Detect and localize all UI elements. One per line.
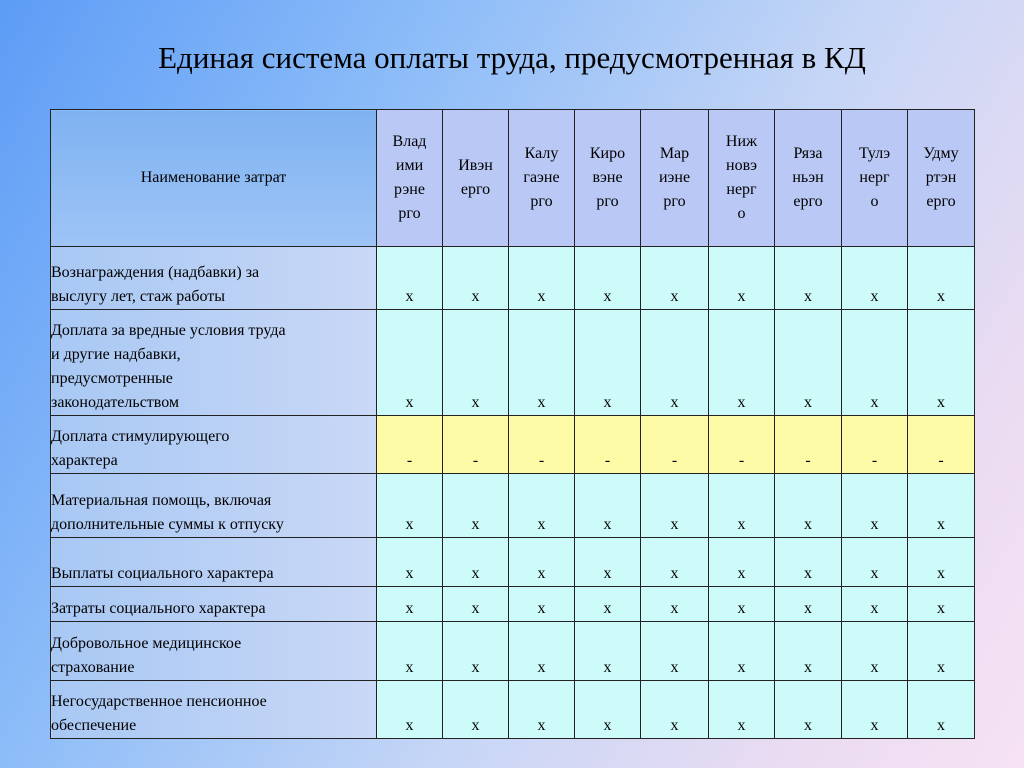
table-cell: х xyxy=(641,538,709,587)
table-cell: х xyxy=(443,681,509,739)
table-cell: - xyxy=(575,416,641,474)
table-cell: х xyxy=(908,538,975,587)
column-header-tulenergo: Тулэ нерг о xyxy=(842,110,908,247)
table-cell: - xyxy=(709,416,775,474)
table-cell: х xyxy=(775,681,842,739)
table-row xyxy=(51,622,975,681)
table-cell: х xyxy=(641,681,709,739)
table-cell: х xyxy=(842,247,908,310)
table-cell: х xyxy=(575,310,641,416)
table-cell: х xyxy=(775,622,842,681)
table-cell: х xyxy=(709,587,775,622)
header-row xyxy=(51,110,975,247)
table-cell: х xyxy=(709,310,775,416)
table-cell: х xyxy=(709,538,775,587)
table-cell: х xyxy=(443,247,509,310)
table-cell: х xyxy=(908,587,975,622)
table-cell: х xyxy=(641,247,709,310)
row-label: Затраты социального характера xyxy=(51,587,377,622)
table-cell: х xyxy=(775,474,842,538)
table-cell: х xyxy=(709,681,775,739)
table-cell: - xyxy=(908,416,975,474)
table-cell: х xyxy=(509,474,575,538)
table-cell: - xyxy=(641,416,709,474)
column-header-vladimirenergo: Влад ими рэне рго xyxy=(377,110,443,247)
table-cell: х xyxy=(377,681,443,739)
table-cell: - xyxy=(509,416,575,474)
table-cell: х xyxy=(377,310,443,416)
table-cell: х xyxy=(575,587,641,622)
table-row xyxy=(51,587,975,622)
table-cell: х xyxy=(377,474,443,538)
table-cell: х xyxy=(709,622,775,681)
table-cell: х xyxy=(575,247,641,310)
table-cell: х xyxy=(509,681,575,739)
table-cell: - xyxy=(377,416,443,474)
table-row xyxy=(51,538,975,587)
column-header-ivenergo: Ивэн ерго xyxy=(443,110,509,247)
table-row xyxy=(51,474,975,538)
table-cell: х xyxy=(908,622,975,681)
table-cell: х xyxy=(509,622,575,681)
table-cell: х xyxy=(443,587,509,622)
row-label: Негосударственное пенсионное обеспечение xyxy=(51,681,377,739)
table-row xyxy=(51,310,975,416)
table-cell: - xyxy=(842,416,908,474)
table-cell: х xyxy=(377,538,443,587)
table-cell: х xyxy=(641,622,709,681)
table-cell: х xyxy=(775,310,842,416)
table-cell: х xyxy=(377,622,443,681)
table-cell: х xyxy=(908,247,975,310)
table-cell: х xyxy=(908,310,975,416)
column-header-kalugaenergo: Калу гаэне рго xyxy=(509,110,575,247)
table-cell: х xyxy=(842,310,908,416)
table-cell: х xyxy=(775,587,842,622)
table-cell: х xyxy=(377,247,443,310)
table-cell: х xyxy=(443,622,509,681)
table-cell: х xyxy=(443,310,509,416)
table-cell: х xyxy=(709,474,775,538)
row-label: Доплата за вредные условия труда и другие надбавки, предусмотренные законодательством xyxy=(51,310,377,416)
table-row-highlighted xyxy=(51,416,975,474)
table-cell: х xyxy=(509,247,575,310)
slide-title: Единая система оплаты труда, предусмотренная в КД xyxy=(158,40,866,75)
row-label: Выплаты социального характера xyxy=(51,538,377,587)
wage-system-table xyxy=(50,109,975,739)
table-cell: х xyxy=(775,538,842,587)
table-cell: х xyxy=(908,474,975,538)
table-cell: х xyxy=(842,538,908,587)
table-cell: х xyxy=(641,310,709,416)
table-cell: х xyxy=(908,681,975,739)
row-label: Материальная помощь, включая дополнительные суммы к отпуску xyxy=(51,474,377,538)
table-cell: х xyxy=(377,587,443,622)
table-cell: х xyxy=(842,622,908,681)
row-label: Добровольное медицинское страхование xyxy=(51,622,377,681)
table-cell: х xyxy=(443,474,509,538)
table-cell: х xyxy=(575,681,641,739)
table-cell: х xyxy=(575,622,641,681)
cost-name-header: Наименование затрат xyxy=(51,110,377,247)
table-cell: х xyxy=(775,247,842,310)
column-header-nizhnovenergo: Ниж новэ нерг о xyxy=(709,110,775,247)
column-header-kirovenergo: Киро вэне рго xyxy=(575,110,641,247)
column-header-ryazanenergo: Ряза ньэн ерго xyxy=(775,110,842,247)
table-cell: - xyxy=(775,416,842,474)
row-label: Вознаграждения (надбавки) за выслугу лет, стаж работы xyxy=(51,247,377,310)
table-cell: - xyxy=(443,416,509,474)
table-cell: х xyxy=(709,247,775,310)
table-cell: х xyxy=(509,587,575,622)
table-row xyxy=(51,681,975,739)
table-cell: х xyxy=(842,681,908,739)
column-header-marienergo: Мар иэне рго xyxy=(641,110,709,247)
table-cell: х xyxy=(641,587,709,622)
table-cell: х xyxy=(842,587,908,622)
table-cell: х xyxy=(641,474,709,538)
table-cell: х xyxy=(443,538,509,587)
table-cell: х xyxy=(842,474,908,538)
table-cell: х xyxy=(575,474,641,538)
table-cell: х xyxy=(575,538,641,587)
column-header-udmurtenergo: Удму ртэн ерго xyxy=(908,110,975,247)
row-label: Доплата стимулирующего характера xyxy=(51,416,377,474)
table-cell: х xyxy=(509,538,575,587)
table-cell: х xyxy=(509,310,575,416)
table-row xyxy=(51,247,975,310)
